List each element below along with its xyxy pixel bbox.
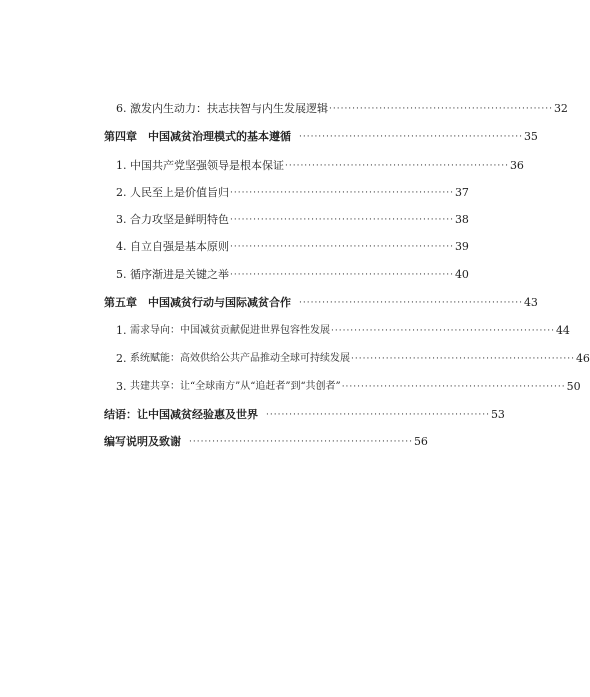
toc-entry-page: 38 bbox=[454, 213, 469, 226]
toc-entry-section-5-2[interactable] bbox=[116, 348, 590, 366]
toc-entry-section-4-2[interactable] bbox=[116, 182, 469, 200]
toc-dot-leader: ·························································· bbox=[341, 382, 566, 392]
toc-entry-title: 中国共产党坚强领导是根本保证 bbox=[130, 159, 284, 172]
toc-entry-title: 自立自强是基本原则 bbox=[130, 240, 229, 253]
toc-dot-leader: ·························································· bbox=[230, 242, 454, 252]
toc-entry-section-4-1[interactable] bbox=[116, 155, 524, 173]
toc-entry-title: 激发内生动力：扶志扶智与内生发展逻辑 bbox=[130, 102, 328, 115]
toc-entry-conclusion[interactable] bbox=[104, 404, 505, 422]
toc-dot-leader: ·························································· bbox=[299, 132, 523, 142]
toc-entry-section-4-3[interactable] bbox=[116, 209, 469, 227]
toc-entry-page: 36 bbox=[509, 159, 524, 172]
toc-entry-title: 合力攻坚是鲜明特色 bbox=[130, 213, 229, 226]
toc-entry-title: 循序渐进是关键之举 bbox=[130, 268, 229, 281]
toc-entry-number: 5. bbox=[116, 268, 127, 281]
toc-entry-page: 43 bbox=[523, 296, 538, 309]
toc-dot-leader: ·························································· bbox=[285, 161, 509, 171]
toc-entry-acknowledgements[interactable] bbox=[104, 431, 428, 449]
toc-dot-leader: ·························································· bbox=[230, 215, 454, 225]
toc-dot-leader: ·························································· bbox=[266, 410, 490, 420]
toc-entry-page: 44 bbox=[555, 324, 570, 337]
toc-entry-number: 6. bbox=[116, 102, 127, 115]
toc-entry-number: 2. bbox=[116, 352, 127, 365]
toc-entry-title: 共建共享：让“全球南方”从“追赶者”到“共创者” bbox=[130, 381, 341, 392]
toc-entry-page: 39 bbox=[454, 240, 469, 253]
toc-entry-title: 需求导向：中国减贫贡献促进世界包容性发展 bbox=[130, 325, 330, 336]
toc-entry-chapter-5[interactable] bbox=[104, 292, 538, 310]
toc-entry-title: 系统赋能：高效供给公共产品推动全球可持续发展 bbox=[130, 353, 350, 364]
toc-entry-section-6[interactable] bbox=[116, 98, 568, 116]
toc-dot-leader: ·························································· bbox=[329, 104, 553, 114]
toc-entry-page: 32 bbox=[553, 102, 568, 115]
toc-dot-leader: ·························································· bbox=[230, 188, 454, 198]
toc-entry-number: 3. bbox=[116, 380, 127, 393]
toc-entry-title: 人民至上是价值旨归 bbox=[130, 186, 229, 199]
toc-entry-section-4-4[interactable] bbox=[116, 236, 469, 254]
toc-entry-section-5-3[interactable] bbox=[116, 376, 581, 394]
toc-entry-page: 46 bbox=[575, 352, 590, 365]
toc-entry-number: 3. bbox=[116, 213, 127, 226]
toc-entry-page: 37 bbox=[454, 186, 469, 199]
toc-entry-page: 56 bbox=[413, 435, 428, 448]
toc-dot-leader: ·························································· bbox=[331, 326, 555, 336]
toc-chapter-title: 第五章 中国减贫行动与国际减贫合作 bbox=[104, 296, 291, 309]
toc-chapter-title: 结语：让中国减贫经验惠及世界 bbox=[104, 408, 258, 421]
toc-entry-chapter-4[interactable] bbox=[104, 126, 538, 144]
toc-entry-section-4-5[interactable] bbox=[116, 264, 469, 282]
toc-entry-page: 50 bbox=[566, 380, 581, 393]
toc-dot-leader: ·························································· bbox=[189, 437, 413, 447]
toc-dot-leader: ·························································· bbox=[299, 298, 523, 308]
toc-chapter-title: 编写说明及致谢 bbox=[104, 435, 181, 448]
toc-entry-section-5-1[interactable] bbox=[116, 320, 570, 338]
toc-entry-number: 2. bbox=[116, 186, 127, 199]
toc-entry-number: 1. bbox=[116, 324, 127, 337]
toc-dot-leader: ·························································· bbox=[351, 354, 575, 364]
toc-chapter-title: 第四章 中国减贫治理模式的基本遵循 bbox=[104, 130, 291, 143]
toc-entry-number: 1. bbox=[116, 159, 127, 172]
toc-entry-number: 4. bbox=[116, 240, 127, 253]
toc-dot-leader: ·························································· bbox=[230, 270, 454, 280]
toc-entry-page: 40 bbox=[454, 268, 469, 281]
toc-entry-page: 53 bbox=[490, 408, 505, 421]
toc-entry-page: 35 bbox=[523, 130, 538, 143]
